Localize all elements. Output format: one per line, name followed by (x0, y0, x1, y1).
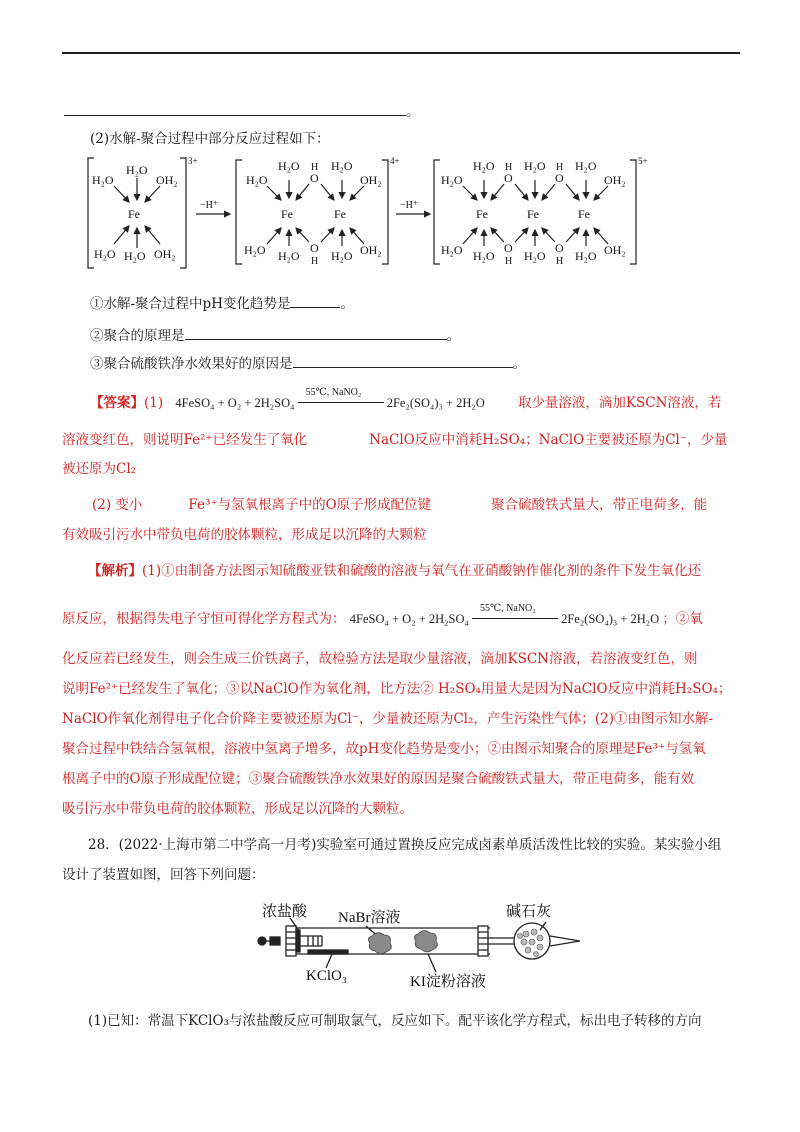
chem-equation-2: 4FeSO₄ + O₂ + 2H₂SO₄ 55℃, NaNO₂ 2Fe₂(SO₄)₃ + 2H₂O (349, 603, 660, 626)
question-item-1: ①水解-聚合过程中pH变化趋势是 。 (90, 296, 354, 312)
svg-text:H₂O: H₂O (278, 249, 300, 263)
svg-text:O: O (310, 171, 319, 185)
answer-line-5: 有效吸引污水中带负电荷的胶体颗粒，形成足以沉降的大颗粒 (62, 527, 427, 543)
svg-text:H₂O: H₂O (94, 247, 116, 261)
analysis-line-1: 【解析】(1)①由制备方法图示知硫酸亚铁和硫酸的溶液与氧气在亚硝酸钠作催化剂的条件下发生氧化还 (88, 563, 702, 579)
answer-label: 【答案】 (90, 395, 144, 411)
svg-text:O: O (310, 241, 319, 255)
svg-text:OH₂: OH₂ (604, 173, 626, 187)
svg-text:H₂O: H₂O (331, 159, 353, 173)
fill-blank[interactable] (293, 354, 513, 368)
svg-text:OH₂: OH₂ (154, 247, 176, 261)
analysis-line-3: 化反应若已经发生，则会生成三价铁离子，故检验方法是取少量溶液，滴加KSCN溶液，若溶液变红色，则 (62, 651, 698, 667)
svg-text:OH₂: OH₂ (156, 173, 178, 187)
svg-text:浓盐酸: 浓盐酸 (262, 904, 308, 920)
svg-text:KClO₃: KClO₃ (306, 968, 348, 984)
answer-line-3: 被还原为Cl₂ (62, 461, 137, 477)
svg-text:OH₂: OH₂ (360, 173, 382, 187)
svg-text:Fe: Fe (128, 207, 140, 221)
q28-line-3: (1)已知：常温下KClO₃与浓盐酸反应可制取氯气，反应如下。配平该化学方程式，标出电子转移的方向 (88, 1013, 702, 1029)
svg-text:H₂O: H₂O (331, 249, 353, 263)
question-item-2: ②聚合的原理是 。 (90, 328, 460, 344)
svg-text:Fe: Fe (476, 207, 488, 221)
svg-text:KI淀粉溶液: KI淀粉溶液 (410, 974, 486, 990)
svg-text:H: H (505, 162, 513, 173)
hydrolysis-diagram (84, 150, 664, 275)
svg-text:H: H (556, 162, 564, 173)
svg-text:H₂O: H₂O (524, 159, 546, 173)
svg-text:H₂O: H₂O (246, 173, 268, 187)
svg-text:H₂O: H₂O (575, 159, 597, 173)
svg-text:Fe: Fe (334, 207, 346, 221)
svg-text:H: H (556, 256, 564, 267)
header-rule (62, 52, 740, 54)
svg-text:H₂O: H₂O (244, 243, 266, 257)
svg-text:OH₂: OH₂ (604, 243, 626, 257)
svg-text:4+: 4+ (390, 156, 400, 166)
svg-text:H: H (311, 162, 319, 173)
fill-blank[interactable] (290, 294, 340, 308)
svg-text:H: H (311, 256, 319, 267)
svg-text:Fe: Fe (527, 207, 539, 221)
svg-text:H₂O: H₂O (441, 243, 463, 257)
apparatus-diagram (250, 898, 590, 993)
answer-line-2: 溶液变红色，则说明Fe²⁺已经发生了氧化 NaClO反应中消耗H₂SO₄；NaClO主要被还原为Cl⁻，少量 (62, 432, 728, 448)
analysis-line-8: 吸引污水中带负电荷的胶体颗粒，形成足以沉降的大颗粒。 (62, 801, 413, 817)
analysis-label: 【解析】 (88, 563, 142, 579)
q28-line-1: 28．(2022·上海市第二中学高一月考)实验室可通过置换反应完成卤素单质活泼性比较的实验。某实验小组 (88, 837, 722, 853)
svg-text:NaBr溶液: NaBr溶液 (338, 910, 401, 926)
svg-text:H₂O: H₂O (575, 249, 597, 263)
svg-text:H: H (505, 256, 513, 267)
analysis-line-6: 聚合过程中铁结合氢氧根，溶液中氢离子增多，故pH变化趋势是变小；②由图示知聚合的原理是Fe³⁺与氢氧 (62, 741, 706, 757)
svg-text:H₂O: H₂O (124, 249, 146, 263)
analysis-line-4: 说明Fe²⁺已经发生了氧化；③以NaClO作为氧化剂，比方法② H₂SO₄用量大是因为NaClO反应中消耗H₂SO₄； (62, 681, 732, 697)
svg-text:Fe: Fe (578, 207, 590, 221)
analysis-line-2: 原反应，根据得失电子守恒可得化学方程式为： 4FeSO₄ + O₂ + 2H₂SO₄ 55℃, NaNO₂ 2Fe₂(SO₄)₃ + 2H₂O ；②氧 (62, 603, 703, 627)
svg-text:H₂O: H₂O (278, 159, 300, 173)
svg-text:O: O (555, 241, 564, 255)
chem-equation: 4FeSO₄ + O₂ + 2H₂SO₄ 55℃, NaNO₂ 2Fe₂(SO₄)₃ + 2H₂O (175, 387, 485, 410)
svg-text:H₂O: H₂O (441, 173, 463, 187)
svg-text:H₂O: H₂O (473, 159, 495, 173)
svg-text:H₂O: H₂O (473, 249, 495, 263)
q2-intro: (2)水解-聚合过程中部分反应过程如下： (90, 131, 330, 147)
question-item-3: ③聚合硫酸铁净水效果好的原因是 。 (90, 356, 526, 372)
svg-text:H₂O: H₂O (92, 173, 114, 187)
svg-text:碱石灰: 碱石灰 (506, 904, 552, 920)
answer-line-1: 【答案】(1) 4FeSO₄ + O₂ + 2H₂SO₄ 55℃, NaNO₂ 2Fe₂(SO₄)₃ + 2H₂O 取少量溶液，滴加KSCN溶液，若 (90, 387, 722, 411)
svg-text:5+: 5+ (638, 156, 648, 166)
svg-text:H₂O: H₂O (524, 249, 546, 263)
svg-text:O: O (555, 171, 564, 185)
svg-text:OH₂: OH₂ (360, 243, 382, 257)
svg-text:H₂O: H₂O (126, 163, 148, 177)
answer-blank-line (64, 102, 420, 121)
analysis-line-5: NaClO作氧化剂得电子化合价降主要被还原为Cl⁻，少量被还原为Cl₂，产生污染性气体；(2)①由图示知水解- (62, 711, 714, 727)
svg-text:−H⁺: −H⁺ (200, 200, 219, 211)
fill-blank[interactable] (185, 326, 447, 340)
answer-line-4: (2) 变小 Fe³⁺与氢氧根离子中的O原子形成配位键 聚合硫酸铁式量大，带正电荷多，能 (92, 497, 708, 513)
analysis-line-7: 根离子中的O原子形成配位键；③聚合硫酸铁净水效果好的原因是聚合硫酸铁式量大，带正电荷多，能有效 (62, 771, 695, 787)
svg-text:O: O (504, 171, 513, 185)
period: 。 (406, 104, 420, 120)
svg-text:3+: 3+ (188, 156, 198, 166)
fill-blank[interactable] (64, 102, 406, 116)
svg-text:O: O (504, 241, 513, 255)
svg-text:−H⁺: −H⁺ (400, 200, 419, 211)
q28-line-2: 设计了装置如图，回答下列问题： (62, 867, 265, 883)
svg-text:Fe: Fe (281, 207, 293, 221)
